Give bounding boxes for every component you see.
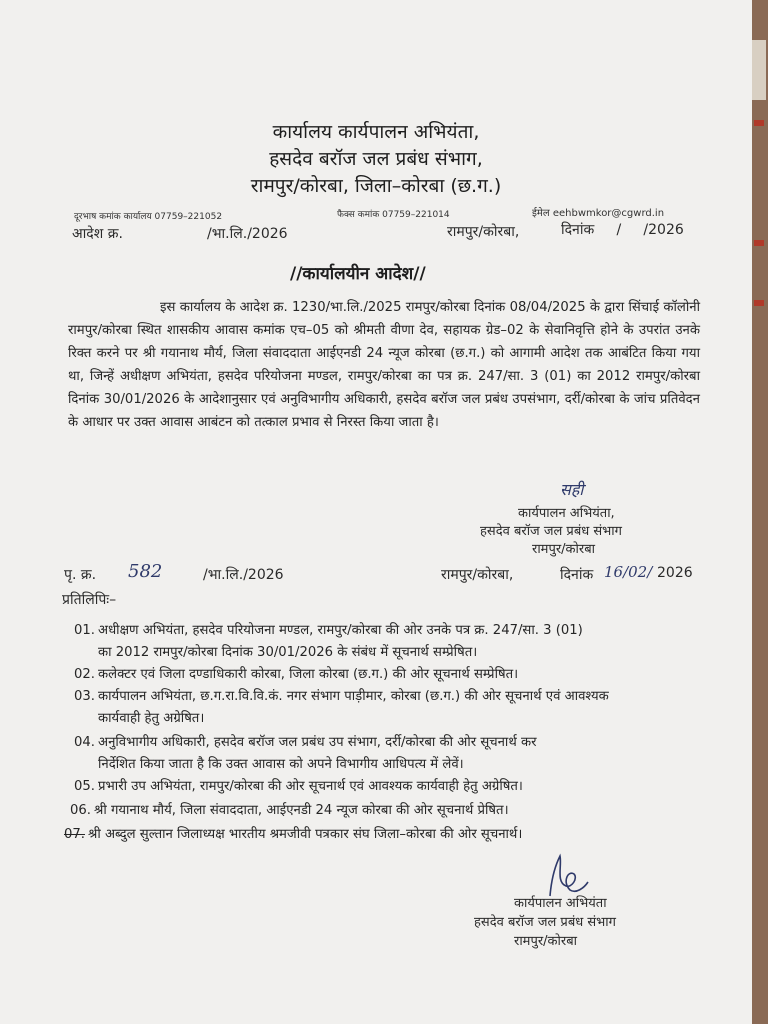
copy-heading: प्रतिलिपिः–: [62, 592, 117, 608]
endorsement-number: 582: [128, 561, 163, 582]
copy-text: श्री गयानाथ मौर्य, जिला संवाददाता, आईएनडी 24 न्यूज कोरबा की ओर सूचनार्थ प्रेषित।: [94, 803, 509, 818]
fax-number: फैक्स कमांक 07759–221014: [337, 210, 450, 220]
signature2-title: कार्यपालन अभियंता: [514, 896, 607, 911]
copy-number: 05.: [74, 779, 95, 794]
copy-item: [64, 824, 522, 846]
signature-office: हसदेव बरॉज जल प्रबंध संभाग: [480, 524, 622, 539]
copy-item: [70, 800, 509, 822]
background-paper-fold: [752, 40, 766, 100]
signature-initials: सही: [560, 480, 584, 499]
order-place: रामपुर/कोरबा,: [447, 224, 520, 240]
email-address: ईमेल eehbwmkor@cgwrd.in: [532, 208, 665, 219]
background-edge: [750, 0, 768, 1024]
copy-text-cont: निर्देशित किया जाता है कि उक्त आवास को अपने विभागीय आधिपत्य में लेवें।: [98, 757, 464, 772]
copy-text: कलेक्टर एवं जिला दण्डाधिकारी कोरबा, जिला कोरबा (छ.ग.) की ओर सूचनार्थ सम्प्रेषित।: [98, 667, 519, 682]
endorsement-suffix: /भा.लि./2026: [203, 567, 284, 583]
copy-item: [74, 620, 583, 664]
copy-number: 02.: [74, 667, 95, 682]
order-number-suffix: /भा.लि./2026: [207, 226, 288, 242]
endorsement-label: पृ. क्र.: [64, 567, 97, 583]
copy-number: 06.: [70, 803, 91, 818]
copy-item: [74, 686, 609, 730]
background-red-mark: [754, 240, 764, 246]
order-date: दिनांक / /2026: [561, 222, 684, 238]
background-red-mark: [754, 120, 764, 126]
copy-number: 01.: [74, 623, 95, 638]
copy-number: 07.: [64, 827, 85, 842]
header-location: रामपुर/कोरबा, जिला–कोरबा (छ.ग.): [250, 175, 502, 197]
phone-number: दूरभाष कमांक कार्यालय 07759–221052: [74, 212, 223, 222]
copy-number: 04.: [74, 735, 95, 750]
copy-text: अधीक्षण अभियंता, हसदेव परियोजना मण्डल, रामपुर/कोरबा की ओर उनके पत्र क्र. 247/सा. 3 (01): [98, 623, 583, 638]
copy-text: अनुविभागीय अधिकारी, हसदेव बरॉज जल प्रबंध उप संभाग, दर्री/कोरबा की ओर सूचनार्थ कर: [98, 735, 537, 750]
header-division: हसदेव बरॉज जल प्रबंध संभाग,: [269, 148, 483, 170]
order-number-label: आदेश क्र.: [72, 226, 123, 242]
copy-text: कार्यपालन अभियंता, छ.ग.रा.वि.वि.कं. नगर संभाग पाड़ीमार, कोरबा (छ.ग.) की ओर सूचनार्थ एवं आवश्यक: [98, 689, 609, 704]
endorsement-date-hand: 16/02/: [604, 563, 653, 581]
order-body: इस कार्यालय के आदेश क्र. 1230/भा.लि./2025 रामपुर/कोरबा दिनांक 08/04/2025 के द्वारा सिंचाई कॉलोनी रामपुर/कोरबा स्थित शासकीय आवास कमांक एच–05 को श्रीमती वीणा देव, सहायक ग्रेड–02 के सेवानिवृत्ति होने के उपरांत उनके रिक्त करने पर श्री गयानाथ मौर्य, जिला संवाददाता आईएनडी 24 न्यूज कोरबा (छ.ग.) को आगामी आदेश तक आबंटित किया गया था, जिन्हें अधीक्षण अभियंता, हसदेव परियोजना मण्डल, रामपुर/कोरबा का पत्र क्र. 247/सा. 3 (01) का 2012 रामपुर/कोरबा दिनांक 30/01/2026 के आदेशानुसार एवं अनुविभागीय अधिकारी, हसदेव बरॉज जल प्रबंध उपसंभाग, दर्री/कोरबा के जांच प्रतिवेदन के आधार पर उक्त आवास आबंटन को तत्काल प्रभाव से निरस्त किया जाता है।: [68, 300, 700, 430]
background-red-mark: [754, 300, 764, 306]
copy-text: श्री अब्दुल सुल्तान जिलाध्यक्ष भारतीय श्रमजीवी पत्रकार संघ जिला–कोरबा की ओर सूचनार्थ।: [88, 827, 523, 842]
copy-number: 03.: [74, 689, 95, 704]
order-title: //कार्यालयीन आदेश//: [290, 264, 426, 284]
signature-place: रामपुर/कोरबा: [532, 542, 595, 557]
copy-text: प्रभारी उप अभियंता, रामपुर/कोरबा की ओर सूचनार्थ एवं आवश्यक कार्यवाही हेतु अग्रेषित।: [98, 779, 523, 794]
copy-item: [74, 664, 518, 686]
copy-item: [74, 732, 536, 776]
copy-text-cont: का 2012 रामपुर/कोरबा दिनांक 30/01/2026 के संबंध में सूचनार्थ सम्प्रेषित।: [98, 645, 478, 660]
copy-text-cont: कार्यवाही हेतु अग्रेषित।: [98, 711, 205, 726]
signature2-office: हसदेव बरॉज जल प्रबंध संभाग: [474, 915, 616, 930]
copy-item: [74, 776, 523, 798]
signature-title: कार्यपालन अभियंता,: [518, 506, 615, 521]
header-office: कार्यालय कार्यपालन अभियंता,: [272, 121, 480, 143]
signature2-place: रामपुर/कोरबा: [514, 934, 577, 949]
endorsement-year: 2026: [657, 565, 693, 581]
endorsement-date-label: दिनांक: [560, 567, 594, 583]
endorsement-place: रामपुर/कोरबा,: [441, 567, 514, 583]
